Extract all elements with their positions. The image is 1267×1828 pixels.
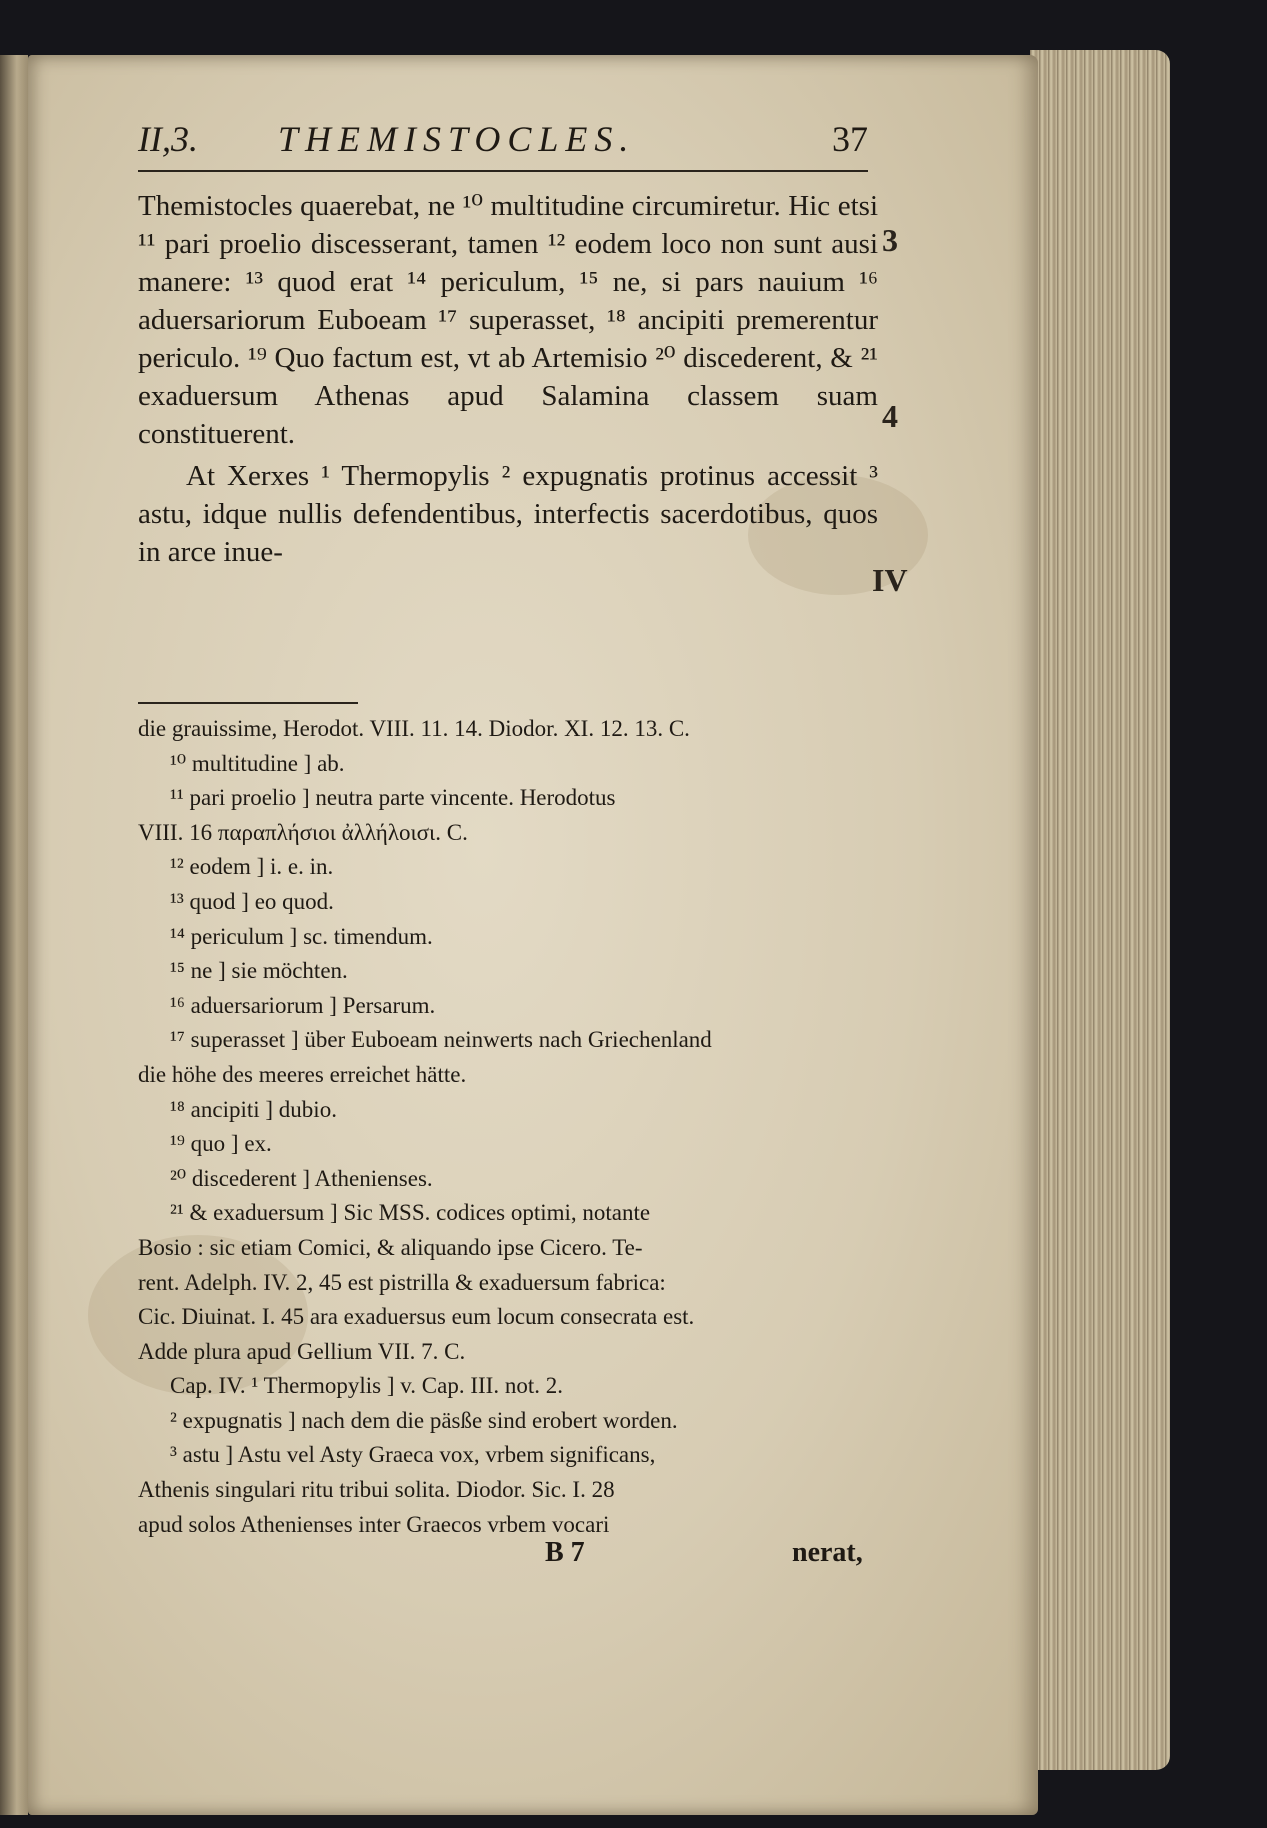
note-line: ²¹ & exaduersum ] Sic MSS. codices optimi, notante [170, 1200, 651, 1226]
note-line: apud solos Athenienses inter Graecos vrbem vocari [138, 1511, 610, 1537]
note-line: Athenis singulari ritu tribui solita. Diodor. Sic. I. 28 [138, 1477, 615, 1503]
note-line: ² expugnatis ] nach dem die päsße sind erobert worden. [170, 1407, 678, 1433]
margin-chapter-number: IV [872, 562, 908, 598]
note-line: ³ astu ] Astu vel Asty Graeca vox, vrbem significans, [170, 1442, 656, 1468]
margin-section-number: 3 [882, 222, 898, 258]
paragraph-1: Themistocles quaerebat, ne ¹⁰ multitudine circumiretur. Hic etsi ¹¹ pari proelio discesserant, tamen ¹² eodem loco non sunt ausi manere: ¹³ quod erat ¹⁴ periculum, ¹⁵ ne, si pars nauium ¹⁶ aduersariorum Euboeam ¹⁷ superasset, ¹⁸ ancipiti premerentur periculo. ¹⁹ Quo factum est, vt ab Artemisio ²⁰ discederent, & ²¹ exaduersum Athenas apud Salamina classem suam constituerent. [138, 190, 878, 450]
note-line: ¹⁵ ne ] sie möchten. [170, 958, 348, 984]
header-rule [138, 170, 868, 172]
note-line: VIII. 16 παραπλήσιοι ἀλλήλοισι. C. [138, 819, 468, 845]
page-block-edge [1030, 50, 1170, 1770]
note-line: Adde plura apud Gellium VII. 7. C. [138, 1338, 466, 1364]
footnotes [138, 712, 878, 1542]
note-line: ¹⁴ periculum ] sc. timendum. [170, 923, 433, 949]
page-number: 37 [832, 119, 868, 159]
notes-rule [138, 702, 358, 704]
note-line: rent. Adelph. IV. 2, 45 est pistrilla & exaduersum fabrica: [138, 1269, 666, 1295]
note-line: Bosio : sic etiam Comici, & aliquando ipse Cicero. Te- [138, 1234, 643, 1260]
note-line: die höhe des meeres erreichet hätte. [138, 1061, 467, 1087]
note-line: die grauissime, Herodot. VIII. 11. 14. Diodor. XI. 12. 13. C. [138, 716, 690, 741]
catchword: nerat, [792, 1537, 863, 1568]
note-line: ¹³ quod ] eo quod. [170, 888, 334, 914]
note-line: ¹⁹ quo ] ex. [170, 1131, 272, 1157]
note-line: ²⁰ discederent ] Athenienses. [170, 1165, 433, 1191]
note-line: ¹⁷ superasset ] über Euboeam neinwerts nach Griechenland [170, 1027, 712, 1053]
signature-mark: B 7 [545, 1537, 585, 1568]
note-line: ¹² eodem ] i. e. in. [170, 854, 334, 880]
note-line: ¹¹ pari proelio ] neutra parte vincente. Herodotus [170, 785, 616, 811]
facing-page-edge [0, 55, 28, 1815]
note-line: ¹⁸ ancipiti ] dubio. [170, 1096, 337, 1122]
note-line: ¹⁶ aduersariorum ] Persarum. [170, 992, 436, 1018]
note-line: Cap. IV. ¹ Thermopylis ] v. Cap. III. not. 2. [170, 1373, 563, 1399]
main-text [138, 187, 878, 571]
margin-section-number: 4 [882, 398, 898, 434]
section-marker: II,3. [138, 119, 198, 159]
paragraph-2: At Xerxes ¹ Thermopylis ² expugnatis protinus accessit ³ astu, idque nullis defendentibus, interfectis sacerdotibus, quos in arce inue- [138, 460, 878, 568]
running-header [108, 118, 868, 166]
note-line: Cic. Diuinat. I. 45 ara exaduersus eum locum consecrata est. [138, 1304, 695, 1330]
page-title: THEMISTOCLES. [278, 119, 636, 159]
note-line: ¹⁰ multitudine ] ab. [170, 750, 345, 776]
